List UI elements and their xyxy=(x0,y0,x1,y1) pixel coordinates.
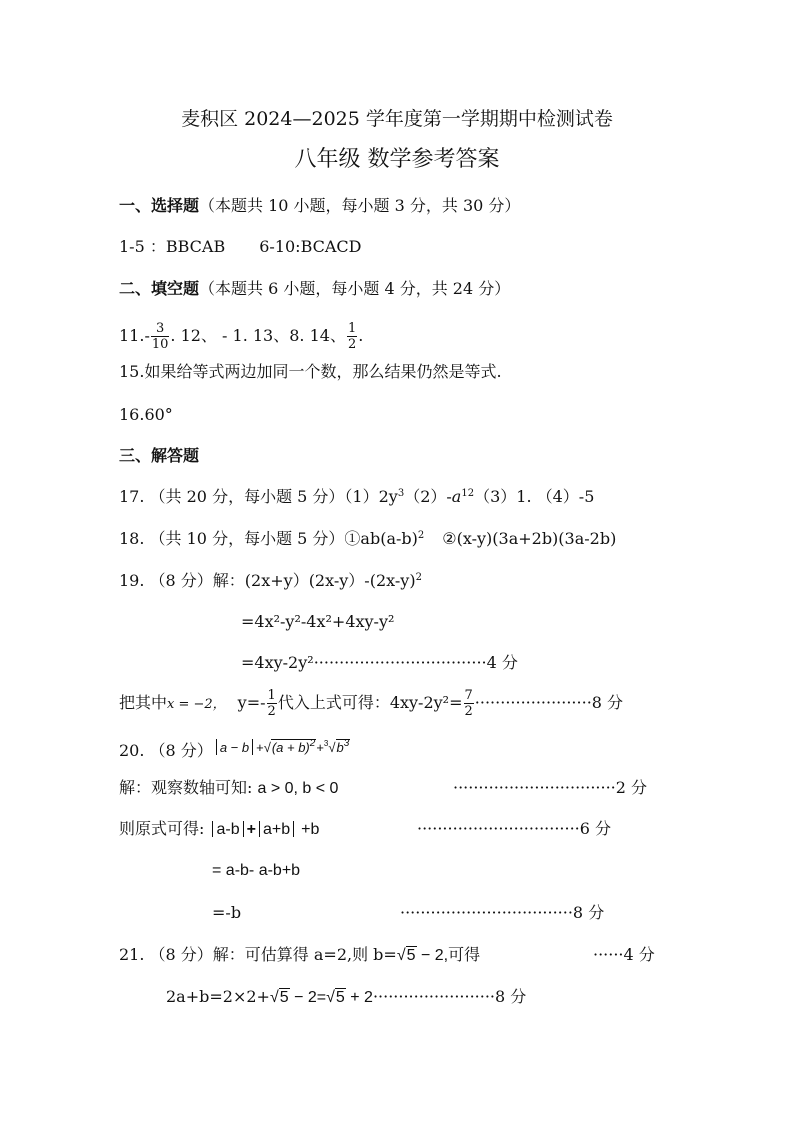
section1-line xyxy=(119,196,520,216)
section1-heading: 一、选择题 xyxy=(119,196,200,215)
abs-bar-right xyxy=(243,821,244,837)
q16-answer: 16.60° xyxy=(119,405,173,424)
q21-dots1: ······ xyxy=(593,945,624,964)
q14-end: . xyxy=(358,326,364,345)
q17-var: a xyxy=(451,487,462,506)
q18-part-a: 18. （共 10 分，每小题 5 分）①ab(a-b) xyxy=(119,529,418,548)
page-subtitle: 八年级 数学参考答案 xyxy=(294,147,500,172)
q20-step2-plus: + xyxy=(246,821,256,838)
q20-line1 xyxy=(119,738,350,761)
q18-answer xyxy=(119,529,616,549)
q21-score2: 8 分 xyxy=(495,987,527,1006)
section1-answers xyxy=(119,237,362,257)
q19-sub-dots: ······················· xyxy=(474,693,592,712)
sqrt-sign-icon: √ xyxy=(269,989,279,1006)
q21-dots2: ························ xyxy=(372,987,496,1006)
q21-line2-b: − 2= xyxy=(289,989,327,1006)
q21-line2-radicand2: 5 xyxy=(335,989,345,1006)
q19-line3 xyxy=(241,653,518,673)
q20-step1-score xyxy=(453,778,647,798)
q19-result-denominator: 2 xyxy=(464,704,473,719)
q19-result-numerator: 7 xyxy=(464,688,473,703)
q20-step1-dots: ································ xyxy=(453,778,616,797)
section2-line xyxy=(119,279,510,299)
q19-line2: =4x²-y²-4x²+4xy-y² xyxy=(241,612,395,631)
q20-step3: = a-b- a-b+b xyxy=(212,862,301,879)
q20-plus2: + xyxy=(316,740,324,755)
q19-line1 xyxy=(119,571,422,591)
abs-bar-right xyxy=(293,821,294,837)
q20-step2 xyxy=(119,819,319,840)
section2-heading: 二、填空题 xyxy=(119,279,200,298)
q18-part-b: ②(x-y)(3a+2b)(3a-2b) xyxy=(442,529,617,548)
q20-sqrt-content: (a + b) xyxy=(271,740,310,755)
q15-answer: 15.如果给等式两边加同一个数，那么结果仍然是等式. xyxy=(119,362,502,381)
q19-y-denominator: 2 xyxy=(267,704,276,719)
q19-sub-x: x = −2， xyxy=(167,697,226,712)
q20-label: 20. （8 分） xyxy=(119,741,213,760)
q20-abs-content: a − b xyxy=(219,740,250,755)
fill-answers-11-14 xyxy=(119,320,363,352)
q11-numerator: 3 xyxy=(151,321,170,337)
q21-label: 21. （8 分）解：可估算得 a=2,则 b= xyxy=(119,945,397,964)
q18-exp: 2 xyxy=(417,530,425,541)
q20-step2-abs1: a-b xyxy=(216,821,240,838)
abs-bar-left xyxy=(259,821,260,837)
q20-step1-points: 2 分 xyxy=(615,778,648,797)
q12-q14-text: . 12、 - 1. 13、8. 14、 xyxy=(170,326,346,345)
q20-step2-points: 6 分 xyxy=(579,819,612,838)
q20-step1 xyxy=(119,778,338,799)
q19-sub-prefix: 把其中 xyxy=(119,693,168,712)
q21-line1-score xyxy=(593,945,655,965)
q20-step2-tail: +b xyxy=(301,821,320,838)
q19-sub-mid: 代入上式可得：4xy-2y²= xyxy=(277,693,463,712)
cbrt-sign-icon: √ xyxy=(328,740,336,755)
q19-line3-dots: ·································· xyxy=(313,653,487,672)
q11-label: 11. xyxy=(119,326,145,345)
q20-step1-cond: a > 0, b < 0 xyxy=(257,780,339,797)
q20-step4-dots: ·································· xyxy=(400,903,573,922)
q21-line2-radicand: 5 xyxy=(279,989,289,1006)
q17-exp2: 12 xyxy=(461,488,475,499)
q19-result-fraction xyxy=(464,688,474,719)
q19-exp: 2 xyxy=(415,572,422,583)
q17-part-b: （2）- xyxy=(404,487,452,506)
abs-bar-left xyxy=(216,739,217,755)
page-title: 麦积区 2024—2025 学年度第一学期期中检测试卷 xyxy=(181,108,613,130)
q20-plus1: + xyxy=(256,740,264,755)
q11-denominator: 10 xyxy=(151,337,169,352)
q11-fraction xyxy=(151,321,170,352)
sqrt-sign-icon: √ xyxy=(396,947,406,964)
sqrt-sign-icon: √ xyxy=(263,740,271,755)
answers-1-5: 1-5 ：BBCAB xyxy=(119,237,226,256)
q17-part-a: 17. （共 20 分，每小题 5 分）（1）2y xyxy=(119,487,398,506)
q20-cbrt-index: 3 xyxy=(323,739,329,748)
q19-y-numerator: 1 xyxy=(267,688,276,703)
q20-cbrt-radicand xyxy=(336,739,351,755)
q19-line3-score: 4 分 xyxy=(486,653,518,672)
q20-step4-score xyxy=(400,903,604,923)
abs-bar-left xyxy=(212,821,213,837)
q21-line2-c: + 2 xyxy=(345,989,373,1006)
q21-tail: − 2,可得 xyxy=(416,947,481,964)
q19-line3-expr: =4xy-2y² xyxy=(241,653,314,672)
q20-step4-points: 8 分 xyxy=(572,903,605,922)
q14-denominator: 2 xyxy=(347,337,357,352)
q20-step2-expr xyxy=(209,821,319,838)
q14-fraction xyxy=(347,321,357,352)
sqrt-sign-icon: √ xyxy=(326,989,335,1006)
answers-6-10: 6-10:BCACD xyxy=(259,237,362,256)
abs-bar-right xyxy=(252,739,253,755)
q19-sub-y: y=- xyxy=(237,693,266,712)
q20-step1-text: 解：观察数轴可知: xyxy=(119,778,258,797)
q21-radicand: 5 xyxy=(406,947,416,964)
q17-exp1: 3 xyxy=(397,488,405,499)
q21-line2-a: 2a+b=2×2+ xyxy=(166,987,270,1006)
q19-sub-score: 8 分 xyxy=(591,693,624,712)
q14-numerator: 1 xyxy=(347,321,357,336)
q20-step2-abs2: a+b xyxy=(262,821,291,838)
q17-answer xyxy=(119,487,594,507)
q21-line2 xyxy=(166,987,526,1008)
q20-sqrt-radicand xyxy=(271,739,317,755)
q11-sign: - xyxy=(144,326,150,345)
q19-y-fraction xyxy=(267,688,277,719)
q19-substitution xyxy=(119,686,623,722)
section3-heading: 三、解答题 xyxy=(119,446,200,465)
section1-note: （本题共 10 小题，每小题 3 分，共 30 分） xyxy=(199,196,521,215)
q19-label: 19. （8 分）解：(2x+y）(2x-y）-(2x-y) xyxy=(119,571,416,590)
q20-expression xyxy=(213,740,351,755)
q20-cbrt-exp: 3 xyxy=(343,738,350,749)
q17-part-c: （3）1. （4）-5 xyxy=(474,487,595,506)
q20-cbrt-content: b xyxy=(336,740,344,755)
section2-note: （本题共 6 小题，每小题 4 分，共 24 分） xyxy=(199,279,511,298)
q21-score1: 4 分 xyxy=(623,945,655,964)
q20-step2-text: 则原式可得: xyxy=(119,819,210,838)
q20-step4: =-b xyxy=(212,903,242,922)
q20-step2-dots: ································ xyxy=(417,819,580,838)
q20-step2-score xyxy=(417,819,611,839)
q21-line1 xyxy=(119,945,480,966)
q20-sqrt-exp: 2 xyxy=(309,738,316,749)
